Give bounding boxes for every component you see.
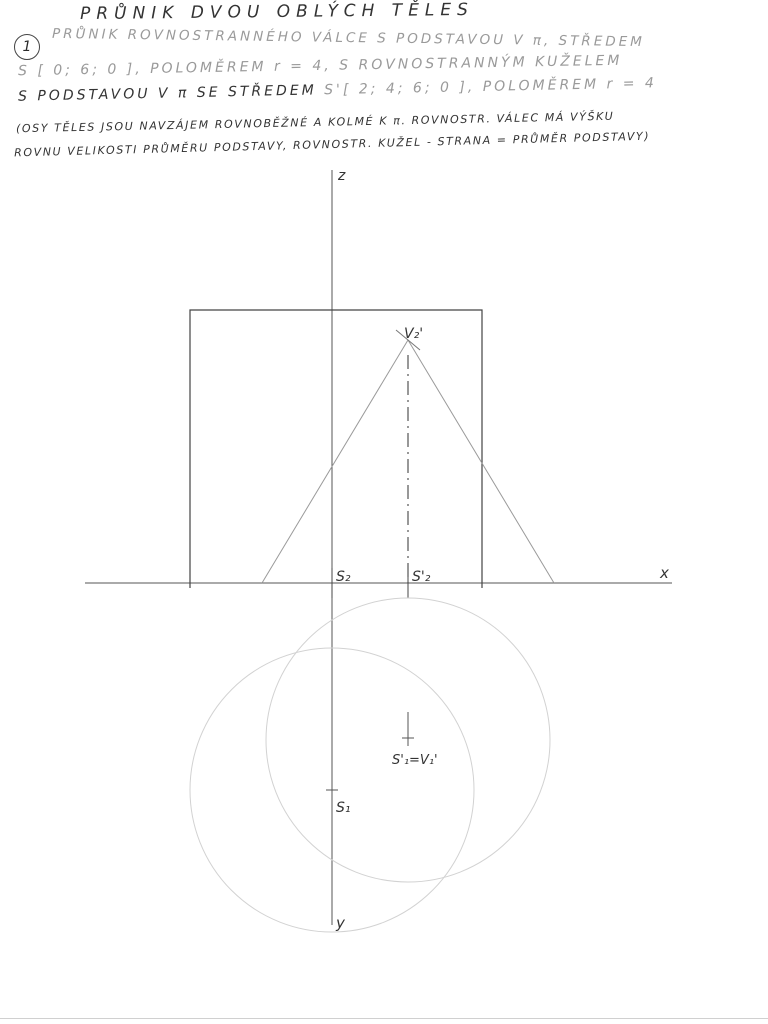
task-line-1: PRŮNIK ROVNOSTRANNÉHO VÁLCE S PODSTAVOU V π, STŘEDEM: [51, 25, 645, 51]
task-line-3-b: S'[ 2; 4; 6; 0 ], POLOMĚREM r = 4: [324, 75, 658, 99]
s1-label: S₁: [336, 800, 351, 816]
note-line-2: ROVNU VELIKOSTI PRŮMĚRU PODSTAVY, ROVNOSTR. KUŽEL - STRANA = PRŮMĚR PODSTAVY): [13, 129, 651, 160]
z-axis-label: z: [338, 168, 346, 184]
cone-right-edge: [408, 340, 554, 583]
exercise-number: 1: [14, 34, 40, 60]
s2-prime-label: S'₂: [412, 569, 431, 585]
y-axis-label: y: [336, 914, 345, 932]
task-line-2: S [ 0; 6; 0 ], POLOMĚREM r = 4, S ROVNOSTRANNÝM KUŽELEM: [17, 52, 623, 80]
x-axis-label: x: [660, 564, 669, 582]
cylinder-front-view: [190, 310, 482, 588]
task-line-3-a: S PODSTAVOU V π SE STŘEDEM: [17, 82, 317, 105]
s1-prime-v1-label: S'₁=V₁': [392, 753, 438, 768]
cone-left-edge: [262, 340, 408, 583]
note-line-1: (OSY TĚLES JSOU NAVZÁJEM ROVNOBĚŽNÉ A KOLMÉ K π. ROVNOSTR. VÁLEC MÁ VÝŠKU: [15, 109, 615, 136]
v2-prime-label: V₂': [404, 326, 424, 342]
page-title: PRŮNIK DVOU OBLÝCH TĚLES: [79, 0, 475, 25]
page-bottom-border: [0, 1018, 768, 1019]
s2-label: S₂: [336, 569, 351, 585]
